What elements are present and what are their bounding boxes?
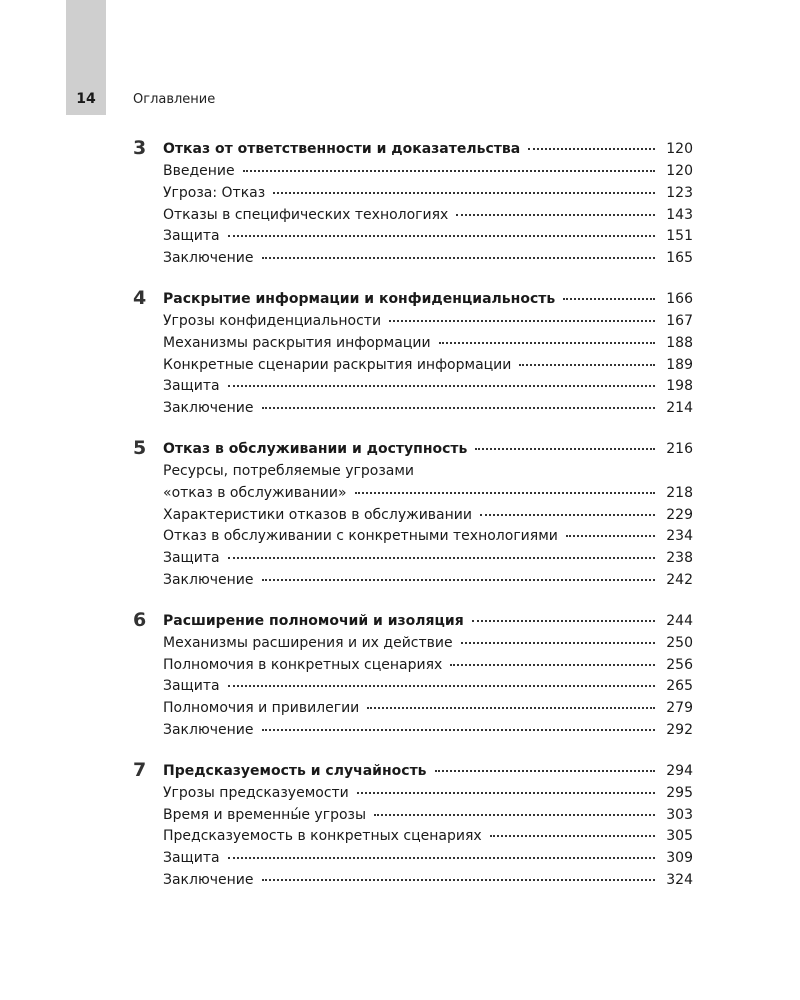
- entry-page: 242: [666, 571, 693, 588]
- leader-dots: [262, 728, 656, 731]
- entry-title: Защита: [163, 678, 220, 695]
- leader-dots: [475, 447, 655, 450]
- leader-dots: [456, 213, 655, 216]
- leader-dots: [228, 234, 655, 237]
- leader-dots: [262, 406, 656, 409]
- entry-page: 305: [666, 828, 693, 845]
- chapter-title: Раскрытие информации и конфиденциальность: [163, 290, 556, 307]
- chapter-title: Отказ в обслуживании и доступность: [163, 440, 468, 457]
- entry-page: 120: [666, 163, 693, 179]
- leader-dots: [480, 513, 655, 516]
- leader-dots: [566, 534, 655, 537]
- chapter-heading[interactable]: [133, 758, 693, 785]
- entry-page: 165: [666, 250, 693, 267]
- entry-title: Угроза: Отказ: [163, 184, 266, 201]
- entry-title: Механизмы раскрытия информации: [163, 334, 431, 351]
- entry-title: Полномочия в конкретных сценариях: [163, 656, 443, 673]
- leader-dots: [243, 169, 655, 172]
- entry-title: Отказ в обслуживании с конкретными технологиями: [163, 528, 558, 545]
- entry-title: Заключение: [163, 721, 254, 738]
- entry-page: 229: [666, 506, 693, 523]
- toc-entry[interactable]: [133, 657, 693, 679]
- toc-entry[interactable]: [133, 722, 693, 744]
- leader-dots: [228, 556, 655, 559]
- entry-page: 309: [666, 850, 693, 867]
- chapter-page: 166: [666, 290, 693, 307]
- leader-dots: [472, 619, 655, 622]
- entry-title: Защита: [163, 550, 220, 567]
- entry-page: 295: [666, 784, 693, 801]
- leader-dots: [389, 319, 655, 322]
- entry-title: Заключение: [163, 571, 254, 588]
- toc-entry[interactable]: [133, 850, 693, 872]
- chapter-page: 120: [666, 141, 693, 157]
- leader-dots: [228, 684, 655, 687]
- leader-dots: [450, 663, 655, 666]
- chapter-number: 5: [133, 436, 147, 459]
- entry-title: Угрозы предсказуемости: [163, 784, 349, 801]
- leader-dots: [262, 578, 656, 581]
- chapter-page: 294: [666, 762, 693, 779]
- leader-dots: [490, 834, 655, 837]
- entry-page: 198: [666, 378, 693, 395]
- toc-entry[interactable]: [133, 400, 693, 422]
- entry-title: Полномочия и привилегии: [163, 700, 360, 717]
- entry-page: 123: [666, 184, 693, 201]
- leader-dots: [367, 706, 655, 709]
- toc-entry[interactable]: [133, 313, 693, 335]
- entry-title: Введение: [163, 163, 235, 179]
- entry-page: 167: [666, 312, 693, 329]
- chapter-title: Расширение полномочий и изоляция: [163, 612, 464, 629]
- entry-page: 151: [666, 228, 693, 245]
- leader-dots: [374, 813, 655, 816]
- toc-entry[interactable]: [133, 572, 693, 594]
- leader-dots: [228, 384, 655, 387]
- toc-entry[interactable]: [133, 635, 693, 657]
- page-number: 14: [76, 91, 96, 107]
- toc-entry[interactable]: [133, 485, 693, 507]
- leader-dots: [228, 856, 655, 859]
- chapter-title: Предсказуемость и случайность: [163, 762, 427, 779]
- entry-title: Конкретные сценарии раскрытия информации: [163, 356, 512, 373]
- chapter-title: Отказ от ответственности и доказательства: [163, 141, 521, 157]
- toc-entry[interactable]: [133, 250, 693, 272]
- toc-entry[interactable]: [133, 828, 693, 850]
- entry-page: 250: [666, 634, 693, 651]
- toc-entry[interactable]: [133, 228, 693, 250]
- entry-page: 265: [666, 678, 693, 695]
- toc-entry[interactable]: [133, 785, 693, 807]
- leader-dots: [262, 256, 656, 259]
- chapter-page: 244: [666, 612, 693, 629]
- entry-title-line1: Ресурсы, потребляемые угрозами: [163, 462, 415, 479]
- chapter-3: [133, 136, 693, 272]
- table-of-contents: [133, 136, 693, 908]
- entry-page: 143: [666, 206, 693, 223]
- entry-title: Заключение: [163, 400, 254, 417]
- chapter-heading[interactable]: [133, 136, 693, 163]
- chapter-heading[interactable]: [133, 286, 693, 313]
- running-title: Оглавление: [133, 92, 216, 107]
- chapter-heading[interactable]: [133, 608, 693, 635]
- toc-entry-line1[interactable]: [133, 463, 693, 485]
- entry-page: 218: [666, 484, 693, 501]
- chapter-number: 4: [133, 286, 147, 309]
- entry-page: 303: [666, 806, 693, 823]
- toc-entry[interactable]: [133, 507, 693, 529]
- toc-entry[interactable]: [133, 700, 693, 722]
- toc-entry[interactable]: [133, 163, 693, 185]
- leader-dots: [355, 491, 655, 494]
- leader-dots: [528, 147, 655, 150]
- toc-entry[interactable]: [133, 185, 693, 207]
- toc-entry[interactable]: [133, 807, 693, 829]
- entry-title: Предсказуемость в конкретных сценариях: [163, 828, 482, 845]
- entry-page: 324: [666, 871, 693, 888]
- entry-page: 234: [666, 528, 693, 545]
- toc-entry[interactable]: [133, 550, 693, 572]
- entry-page: 292: [666, 721, 693, 738]
- chapter-number: 7: [133, 758, 147, 781]
- entry-title: Заключение: [163, 250, 254, 267]
- entry-title: Механизмы расширения и их действие: [163, 634, 453, 651]
- leader-dots: [262, 878, 656, 881]
- toc-entry[interactable]: [133, 378, 693, 400]
- entry-title: Время и временны́е угрозы: [163, 806, 367, 823]
- chapter-4: [133, 286, 693, 422]
- toc-entry[interactable]: [133, 678, 693, 700]
- leader-dots: [461, 641, 655, 644]
- leader-dots: [519, 363, 655, 366]
- toc-entry[interactable]: [133, 335, 693, 357]
- entry-title: Защита: [163, 850, 220, 867]
- entry-title: Характеристики отказов в обслуживании: [163, 506, 472, 523]
- leader-dots: [439, 341, 655, 344]
- chapter-7: [133, 758, 693, 894]
- leader-dots: [357, 791, 655, 794]
- entry-page: 238: [666, 550, 693, 567]
- chapter-heading[interactable]: [133, 436, 693, 463]
- entry-page: 256: [666, 656, 693, 673]
- entry-title: Защита: [163, 228, 220, 245]
- toc-entry[interactable]: [133, 207, 693, 229]
- leader-dots: [435, 769, 655, 772]
- entry-title: Защита: [163, 378, 220, 395]
- chapter-number: 3: [133, 137, 147, 159]
- chapter-6: [133, 608, 693, 744]
- chapter-number: 6: [133, 608, 147, 631]
- chapter-5: [133, 436, 693, 594]
- entry-page: 189: [666, 356, 693, 373]
- entry-page: 214: [666, 400, 693, 417]
- entry-title: Заключение: [163, 871, 254, 888]
- toc-entry[interactable]: [133, 872, 693, 894]
- toc-entry[interactable]: [133, 357, 693, 379]
- entry-page: 279: [666, 700, 693, 717]
- leader-dots: [563, 297, 655, 300]
- entry-title: Угрозы конфиденциальности: [163, 312, 382, 329]
- leader-dots: [273, 191, 655, 194]
- toc-entry[interactable]: [133, 528, 693, 550]
- entry-page: 188: [666, 334, 693, 351]
- chapter-page: 216: [666, 440, 693, 457]
- entry-title: «отказ в обслуживании»: [163, 484, 347, 501]
- entry-title: Отказы в специфических технологиях: [163, 206, 449, 223]
